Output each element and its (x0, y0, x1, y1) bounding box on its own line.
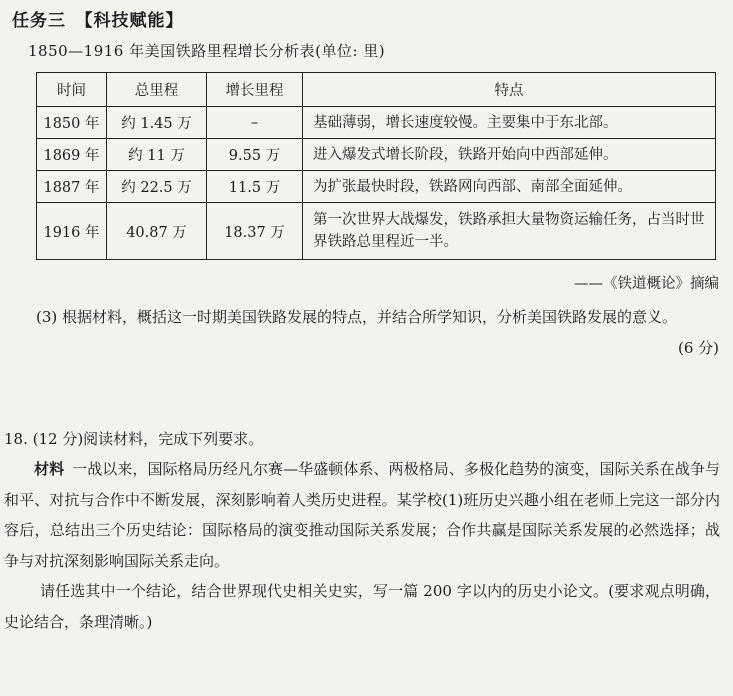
table-row (37, 171, 716, 203)
table-row (37, 203, 716, 260)
table-row (37, 139, 716, 171)
header-total: 总里程 (107, 73, 207, 107)
railway-table (36, 72, 716, 260)
task-title: 任务三 【科技赋能】 (12, 11, 184, 31)
table-header-row (37, 73, 716, 107)
question-3-points: (6 分) (677, 339, 719, 357)
cell-time: 1916 年 (37, 203, 107, 260)
cell-growth: – (207, 107, 303, 139)
cell-growth: 9.55 万 (207, 139, 303, 171)
cell-growth: 18.37 万 (207, 203, 303, 260)
cell-feature: 基础薄弱，增长速度较慢。主要集中于东北部。 (303, 107, 716, 139)
question-18-header: 18. (12 分)阅读材料，完成下列要求。 (4, 430, 264, 448)
cell-time: 1887 年 (37, 171, 107, 203)
header-feature: 特点 (303, 73, 716, 107)
table-row (37, 107, 716, 139)
cell-total: 40.87 万 (107, 203, 207, 260)
table-caption: 1850—1916 年美国铁路里程增长分析表(单位: 里) (28, 42, 386, 60)
cell-growth: 11.5 万 (207, 171, 303, 203)
question-3-text: (3) 根据材料，概括这一时期美国铁路发展的特点，并结合所学知识，分析美国铁路发展的意义。 (36, 308, 678, 326)
table-source: ——《铁道概论》摘编 (574, 276, 719, 292)
cell-feature: 第一次世界大战爆发，铁路承担大量物资运输任务，占当时世界铁路总里程近一半。 (303, 203, 716, 260)
essay-instruction: 请任选其中一个结论，结合世界现代史相关史实，写一篇 200 字以内的历史小论文。(要求观点明确，史论结合，条理清晰。) (4, 582, 720, 631)
cell-time: 1850 年 (37, 107, 107, 139)
cell-total: 约 22.5 万 (107, 171, 207, 203)
material-text: 一战以来，国际格局历经凡尔赛—华盛顿体系、两极格局、多极化趋势的演变，国际关系在战争与和平、对抗与合作中不断发展，深刻影响着人类历史进程。某学校(1)班历史兴趣小组在老师上完这一部分内容后，总结出三个历史结论：国际格局的演变推动国际关系发展；合作共赢是国际关系发展的必然选择；战争与对抗深刻影响国际关系走向。 (4, 460, 720, 570)
material-label: 材料 (34, 460, 65, 478)
material-paragraph (4, 454, 720, 576)
cell-feature: 进入爆发式增长阶段，铁路开始向中西部延伸。 (303, 139, 716, 171)
cell-time: 1869 年 (37, 139, 107, 171)
cell-feature: 为扩张最快时段，铁路网向西部、南部全面延伸。 (303, 171, 716, 203)
cell-total: 约 1.45 万 (107, 107, 207, 139)
header-time: 时间 (37, 73, 107, 107)
cell-total: 约 11 万 (107, 139, 207, 171)
header-growth: 增长里程 (207, 73, 303, 107)
